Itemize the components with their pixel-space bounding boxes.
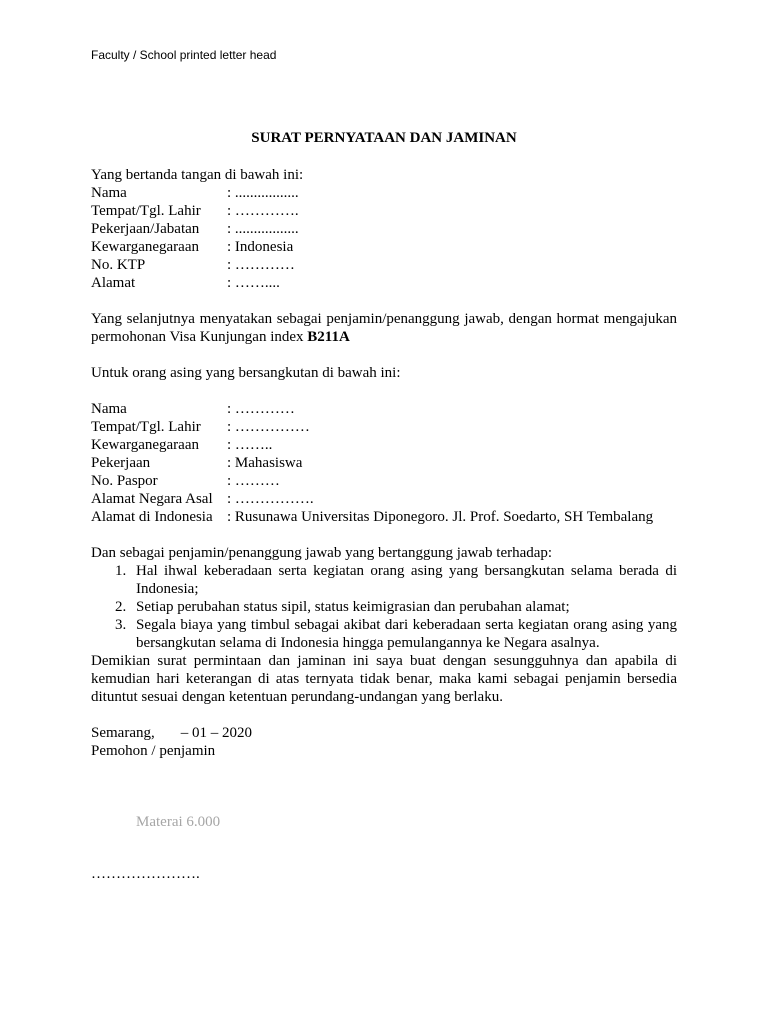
field-value: : ……………. bbox=[227, 491, 314, 507]
field-label: Pekerjaan bbox=[91, 455, 151, 471]
letter-body bbox=[91, 129, 677, 883]
list-text: Segala biaya yang timbul sebagai akibat dari keberadaan serta kegiatan orang asing yang bersangkutan selama di Indonesia hingga pemulangannya ke Negara asalnya. bbox=[136, 617, 677, 651]
field-label: Tempat/Tgl. Lahir bbox=[91, 203, 201, 219]
list-number: 3. bbox=[115, 617, 127, 633]
letter-title: SURAT PERNYATAAN DAN JAMINAN bbox=[251, 130, 517, 146]
field-value: : Rusunawa Universitas Diponegoro. Jl. Prof. Soedarto, SH Tembalang bbox=[227, 509, 654, 525]
field-row bbox=[91, 454, 653, 472]
field-value: : ................. bbox=[227, 221, 299, 237]
closing-paragraph: Demikian surat permintaan dan jaminan ini saya buat dengan sesungguhnya dan apabila di kemudian hari keterangan di atas ternyata tidak benar, maka kami sebagai penjamin bersedia dituntut sesuai dengan ketentuan perundang-undangan yang berlaku. bbox=[91, 653, 677, 705]
field-label: Tempat/Tgl. Lahir bbox=[91, 419, 201, 435]
field-label: No. Paspor bbox=[91, 473, 158, 489]
guarantor-fields bbox=[91, 184, 299, 292]
field-value: : ………… bbox=[227, 257, 295, 273]
visa-index: B211A bbox=[307, 329, 350, 345]
field-row bbox=[91, 202, 299, 220]
responsibility-intro: Dan sebagai penjamin/penanggung jawab yang bertanggung jawab terhadap: bbox=[91, 545, 553, 561]
field-label: No. KTP bbox=[91, 257, 146, 273]
field-value: : ………… bbox=[227, 401, 295, 417]
field-label: Alamat di Indonesia bbox=[91, 509, 213, 525]
list-text: Setiap perubahan status sipil, status keimigrasian dan perubahan alamat; bbox=[136, 599, 570, 615]
field-value: : Mahasiswa bbox=[227, 455, 303, 471]
list-text: Hal ihwal keberadaan serta kegiatan orang asing yang bersangkutan selama berada di Indonesia; bbox=[136, 563, 677, 597]
list-number: 2. bbox=[115, 599, 127, 615]
field-row bbox=[91, 256, 299, 274]
list-item bbox=[91, 598, 677, 616]
responsibility-list bbox=[91, 562, 677, 652]
intro-text: Yang bertanda tangan di bawah ini: bbox=[91, 167, 304, 183]
foreigner-intro: Untuk orang asing yang bersangkutan di bawah ini: bbox=[91, 365, 401, 381]
field-row bbox=[91, 508, 653, 526]
field-value: : ................. bbox=[227, 185, 299, 201]
date: – 01 – 2020 bbox=[180, 725, 252, 741]
field-label: Pekerjaan/Jabatan bbox=[91, 221, 200, 237]
field-value: : …….... bbox=[227, 275, 280, 291]
letterhead: Faculty / School printed letter head bbox=[91, 48, 277, 62]
field-value: : ……… bbox=[227, 473, 280, 489]
list-number: 1. bbox=[115, 563, 127, 579]
statement-paragraph bbox=[91, 310, 677, 346]
field-value: : Indonesia bbox=[227, 239, 294, 255]
list-item bbox=[91, 616, 677, 652]
field-label: Nama bbox=[91, 185, 127, 201]
place: Semarang, bbox=[91, 725, 155, 741]
statement-text: Yang selanjutnya menyatakan sebagai penjamin/penanggung jawab, dengan hormat mengajukan permohonan Visa Kunjungan index bbox=[91, 311, 677, 345]
field-row bbox=[91, 238, 299, 256]
signature-line: …………………. bbox=[91, 866, 200, 882]
field-row bbox=[91, 418, 653, 436]
signer-role: Pemohon / penjamin bbox=[91, 743, 216, 759]
field-row bbox=[91, 436, 653, 454]
date-line bbox=[91, 724, 677, 742]
field-label: Nama bbox=[91, 401, 127, 417]
field-value: : …………… bbox=[227, 419, 310, 435]
field-label: Kewarganegaraan bbox=[91, 239, 199, 255]
field-row bbox=[91, 490, 653, 508]
field-row bbox=[91, 184, 299, 202]
stamp-placeholder: Materai 6.000 bbox=[136, 814, 221, 830]
field-row bbox=[91, 472, 653, 490]
field-value: : …….. bbox=[227, 437, 273, 453]
foreigner-fields bbox=[91, 400, 653, 526]
field-label: Alamat bbox=[91, 275, 136, 291]
field-label: Kewarganegaraan bbox=[91, 437, 199, 453]
list-item bbox=[91, 562, 677, 598]
field-row bbox=[91, 400, 653, 418]
field-value: : …………. bbox=[227, 203, 299, 219]
field-row bbox=[91, 274, 299, 292]
field-row bbox=[91, 220, 299, 238]
field-label: Alamat Negara Asal bbox=[91, 491, 213, 507]
